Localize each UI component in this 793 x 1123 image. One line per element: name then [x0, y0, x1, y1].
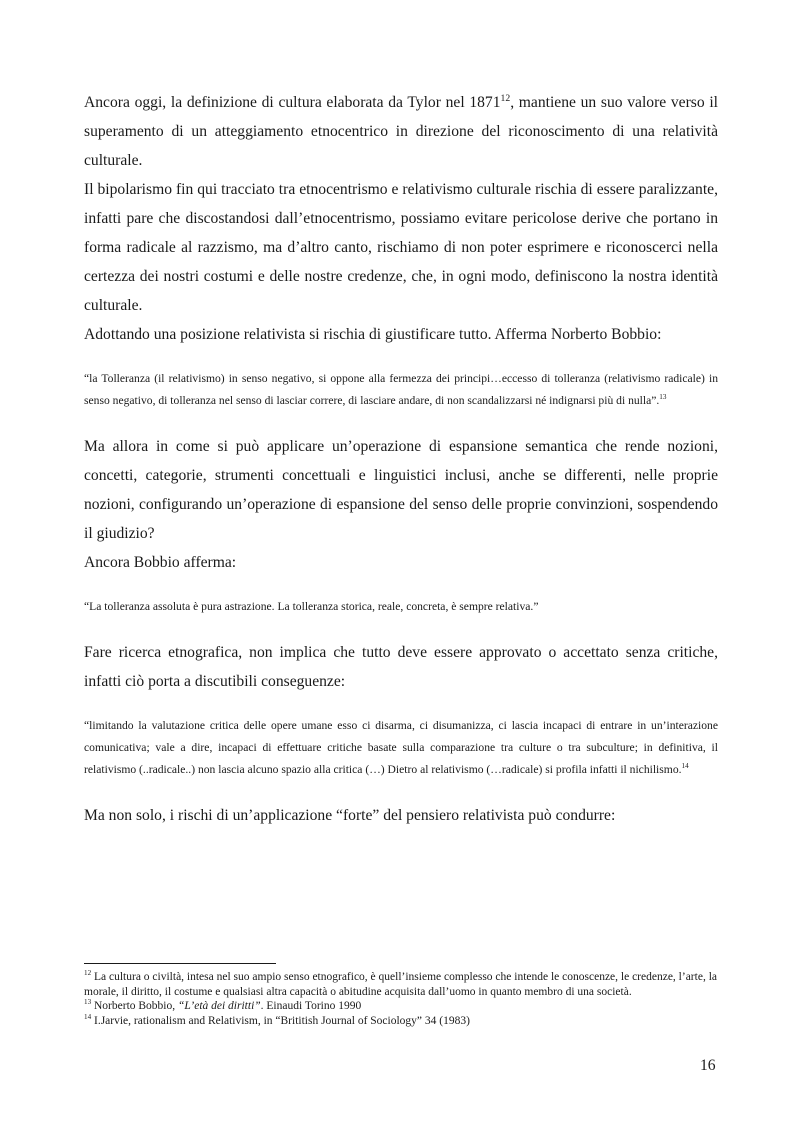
footnote-separator: [84, 963, 276, 964]
quote-bobbio-tolleranza: “la Tolleranza (il relativismo) in senso negativo, si oppone alla fermezza dei principi…eccesso di tolleranza (relativismo radicale) in senso negativo, di tolleranza nel senso di lasciar correre, di lasciare andare, di non scandalizzarsi né indignarsi più di nulla”.$^{13}$: [84, 372, 718, 407]
quote-valutazione-critica: “limitando la valutazione critica delle opere umane esso ci disarma, ci disumanizza, ci lascia incapaci di entrare in un’interazione comunicativa; vale a dire, incapaci di effettuare critiche basate sulla comparazione tra culture o tra subculture; in definitiva, il relativismo (..radicale..) non lascia alcuno spazio alla critica (…) Dietro al relativismo (…radicale) si profila infatti il nichilismo.$^{14}$: [84, 719, 718, 776]
paragraph-rischi-applicazione: Ma non solo, i rischi di un’applicazione “forte” del pensiero relativista può condurre:: [84, 807, 616, 824]
paragraph-posizione-relativista: Adottando una posizione relativista si rischia di giustificare tutto. Afferma Norberto Bobbio:: [84, 326, 662, 343]
paragraph-bobbio-afferma: Ancora Bobbio afferma:: [84, 554, 237, 571]
page-body: [84, 88, 718, 830]
paragraph-tylor-definition: Ancora oggi, la definizione di cultura elaborata da Tylor nel 1871$^{12}$, mantiene un suo valore verso il superamento di un atteggiamento etnocentrico in direzione del riconoscimento di una relatività culturale.: [84, 92, 718, 169]
footnote-13: $^{13}$ Norberto Bobbio, “L’età dei diritti”. Einaudi Torino 1990: [84, 998, 362, 1013]
book-title: “L’età dei diritti”: [178, 1000, 261, 1013]
spacer: [84, 696, 718, 715]
footnotes: [84, 970, 718, 1028]
spacer: [84, 618, 718, 638]
footnote-ref-12[interactable]: 12: [500, 92, 511, 104]
footnote-ref-14[interactable]: 14: [681, 762, 689, 771]
spacer: [84, 349, 718, 368]
spacer: [84, 577, 718, 596]
paragraph-ricerca-etnografica: Fare ricerca etnografica, non implica che tutto deve essere approvato o accettato senza critiche, infatti ciò porta a discutibili conseguenze:: [84, 644, 718, 690]
spacer: [84, 412, 718, 432]
paragraph-bipolarismo: Il bipolarismo fin qui tracciato tra etnocentrismo e relativismo culturale rischia di essere paralizzante, infatti pare che discostandosi dall’etnocentrismo, possiamo evitare pericolose derive che portano in forma radicale al razzismo, ma d’altro canto, rischiamo di non poter esprimere e riconoscerci nella certezza dei nostri costumi e delle nostre credenze, che, in ogni modo, definiscono la nostra identità culturale.: [84, 181, 718, 314]
paragraph-espansione-semantica: Ma allora in come si può applicare un’operazione di espansione semantica che rende nozioni, concetti, categorie, strumenti concettuali e linguistici inclusi, anche se differenti, nelle proprie nozioni, configurando un’operazione di espansione del senso delle proprie convinzioni, sospendendo il giudizio?: [84, 438, 718, 542]
footnote-ref-13[interactable]: 13: [659, 393, 667, 402]
page-number: 16: [700, 1057, 716, 1074]
footnote-12: $^{12}$ La cultura o civiltà, intesa nel suo ampio senso etnografico, è quell’insieme complesso che intende le conoscenze, le credenze, l’arte, la morale, il diritto, il costume e qualsiasi altra capacità o abitudine acquisita dall’uomo in quanto membro di una società.: [84, 969, 717, 998]
quote-tolleranza-assoluta: “La tolleranza assoluta è pura astrazione. La tolleranza storica, reale, concreta, è sempre relativa.”: [84, 600, 539, 613]
footnote-14: $^{14}$ I.Jarvie, rationalism and Relativism, in “Brititish Journal of Sociology” 34 (1983): [84, 1012, 470, 1027]
spacer: [84, 781, 718, 801]
